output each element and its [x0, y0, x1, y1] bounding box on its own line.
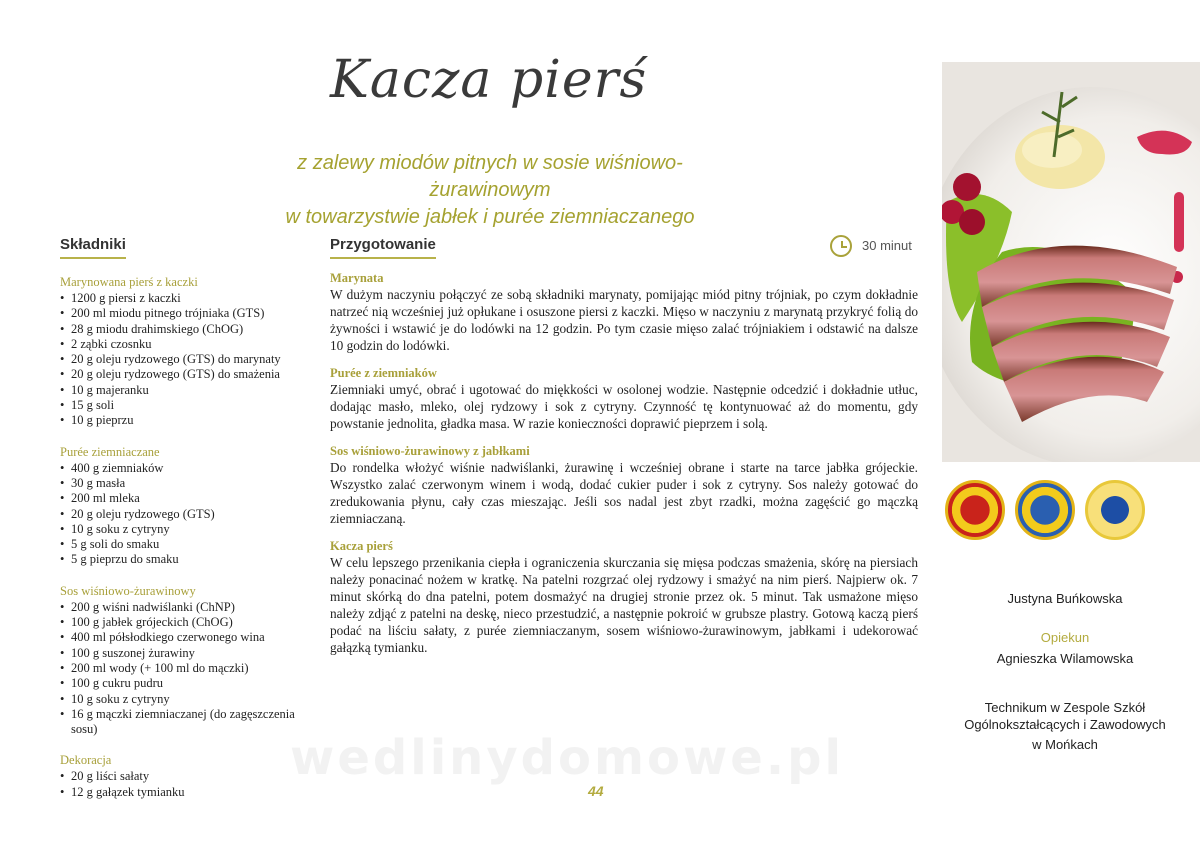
ingredient-item: • 1200 g piersi z kaczki	[60, 291, 300, 306]
step-text: W celu lepszego przenikania ciepła i ograniczenia skurczania się mięsa podczas smażenia, skórę na piersiach należy ponacinać nożem w kratkę. Na patelni rozgrzać olej rydzowy i smażyć na nim pierś. Najpierw ok. 7 minut skórką do dna patelni, potem dosmażyć na drugiej stronie przez ok. 5 minut. Tak usmażone mięso należy zdjąć z patelni na deskę, nieco przestudzić, a następnie pokroić w grubsze plastry. Gotową kaczą pierś podać na liściu sałaty, z purée ziemniaczanym, sosem wiśniowo-żurawinowym, jabłkami i udekorować gałązką tymianku.	[330, 555, 918, 655]
supervisor-name: Agnieszka Wilamowska	[996, 651, 1134, 666]
credits	[945, 590, 1185, 753]
ingredient-group-title: Marynowana pierś z kaczki	[60, 275, 198, 289]
ingredient-list	[60, 461, 300, 568]
ingredients-section	[60, 236, 300, 800]
ingredient-item: • 15 g soli	[60, 398, 300, 413]
ingredient-item: • 30 g masła	[60, 476, 300, 491]
eu-seal-icon	[1085, 480, 1145, 540]
ingredients-heading: Składniki	[60, 236, 126, 259]
dish-photo	[942, 62, 1200, 462]
ingredient-group-title: Sos wiśniowo-żurawinowy	[60, 583, 196, 598]
ingredient-item: • 200 ml miodu pitnego trójniaka (GTS)	[60, 306, 300, 321]
step-text: Do rondelka włożyć wiśnie nadwiślanki, żurawinę i wcześniej obrane i starte na tarce jabłka grójeckie. Wszystko zalać czerwonym winem i wodą, dodać cukier puder i sok z cytryny. Sos należy gotować do zredukowania płynu, cały czas mieszając. Jeśli sos nadal jest zbyt rzadki, można zagęścić go mączką ziemniaczaną.	[330, 460, 918, 526]
ingredient-group	[60, 275, 300, 429]
ingredient-item: • 200 ml mleka	[60, 491, 300, 506]
step-text: W dużym naczyniu połączyć ze sobą składniki marynaty, pomijając miód pitny trójniak, po czym dokładnie natrzeć nią wcześniej już opłukane i osuszone piersi z kaczki. Mięso w naczyniu z marynatą przykryć folią do żywności i wstawić je do lodówki na 12 godzin. Po tym czasie mięso zalać trójniakiem i odstawić na dalsze 10 godzin do lodówki.	[330, 287, 918, 353]
ingredient-item: • 10 g pieprzu	[60, 413, 300, 428]
ingredient-group-title: Purée ziemniaczane	[60, 444, 160, 459]
blue-seal-icon	[1015, 480, 1075, 540]
subtitle	[240, 150, 740, 231]
preparation-heading: Przygotowanie	[330, 236, 436, 259]
ingredient-list	[60, 769, 300, 800]
ingredient-item: • 400 ml półsłodkiego czerwonego wina	[60, 630, 300, 645]
ingredient-item: • 400 g ziemniaków	[60, 461, 300, 476]
watermark: wedlinydomowe.pl	[290, 730, 844, 786]
ingredient-group	[60, 445, 300, 568]
preparation-section	[330, 236, 918, 656]
dish-illustration	[942, 62, 1200, 462]
ingredient-item: • 16 g mączki ziemniaczanej (do zagęszczenia sosu)	[60, 707, 300, 738]
quality-seals	[943, 480, 1183, 546]
step-title: Purée z ziemniaków	[330, 366, 437, 380]
ingredient-list	[60, 291, 300, 429]
ingredient-group	[60, 753, 300, 800]
ingredient-item: • 20 g liści sałaty	[60, 769, 300, 784]
preparation-step	[330, 539, 918, 656]
prep-time	[830, 235, 920, 261]
preparation-step	[330, 366, 918, 432]
ingredient-item: • 10 g soku z cytryny	[60, 522, 300, 537]
step-title: Kacza pierś	[330, 539, 393, 553]
ingredient-item: • 100 g cukru pudru	[60, 676, 300, 691]
clock-icon	[830, 235, 852, 257]
red-seal-icon	[945, 480, 1005, 540]
ingredient-item: • 12 g gałązek tymianku	[60, 785, 300, 800]
subtitle-line-1: z zalewy miodów pitnych w sosie wiśniowo-żurawinowym	[297, 152, 683, 201]
ingredient-item: • 2 ząbki czosnku	[60, 337, 300, 352]
step-text: Ziemniaki umyć, obrać i ugotować do miękkości w osolonej wodzie. Następnie odcedzić i dokładnie utłuc, dodając masło, mleko, olej rydzowy i sok z cytryny. Czynność tę kontynuować aż do momentu, gdy powstanie jednolita, gładka masa. W razie konieczności doprawić pieprzem i solą.	[330, 382, 918, 431]
school-line-3: w Mońkach	[1032, 737, 1098, 752]
ingredient-item: • 10 g majeranku	[60, 383, 300, 398]
ingredient-item: • 200 g wiśni nadwiślanki (ChNP)	[60, 600, 300, 615]
ingredient-item: • 5 g soli do smaku	[60, 537, 300, 552]
ingredient-item: • 20 g oleju rydzowego (GTS) do marynaty	[60, 352, 300, 367]
ingredient-group	[60, 584, 300, 738]
ingredient-item: • 5 g pieprzu do smaku	[60, 552, 300, 567]
ingredient-item: • 10 g soku z cytryny	[60, 692, 300, 707]
preparation-step	[330, 444, 918, 527]
step-title: Sos wiśniowo-żurawinowy z jabłkami	[330, 444, 530, 458]
ingredient-group-title: Dekoracja	[60, 753, 112, 768]
prep-time-label: 30 minut	[862, 238, 912, 253]
step-title: Marynata	[330, 271, 384, 285]
ingredient-item: • 20 g oleju rydzowego (GTS)	[60, 507, 300, 522]
school-line-1: Technikum w Zespole Szkół	[984, 700, 1146, 715]
ingredient-item: • 20 g oleju rydzowego (GTS) do smażenia	[60, 367, 300, 382]
preparation-steps	[330, 271, 918, 656]
school-line-2: Ogólnokształcących i Zawodowych	[964, 717, 1166, 732]
preparation-step	[330, 271, 918, 354]
ingredient-item: • 100 g suszonej żurawiny	[60, 646, 300, 661]
ingredient-groups	[60, 275, 300, 800]
ingredient-item: • 100 g jabłek grójeckich (ChOG)	[60, 615, 300, 630]
ingredient-item: • 28 g miodu drahimskiego (ChOG)	[60, 322, 300, 337]
page-title: Kacza pierś	[330, 50, 648, 110]
author-name: Justyna Buńkowska	[1007, 591, 1123, 606]
subtitle-line-2: w towarzystwie jabłek i purée ziemniaczanego	[285, 206, 695, 228]
supervisor-label: Opiekun	[1040, 630, 1090, 645]
ingredient-list	[60, 600, 300, 738]
page-number: 44	[588, 783, 604, 799]
ingredient-item: • 200 ml wody (+ 100 ml do mączki)	[60, 661, 300, 676]
